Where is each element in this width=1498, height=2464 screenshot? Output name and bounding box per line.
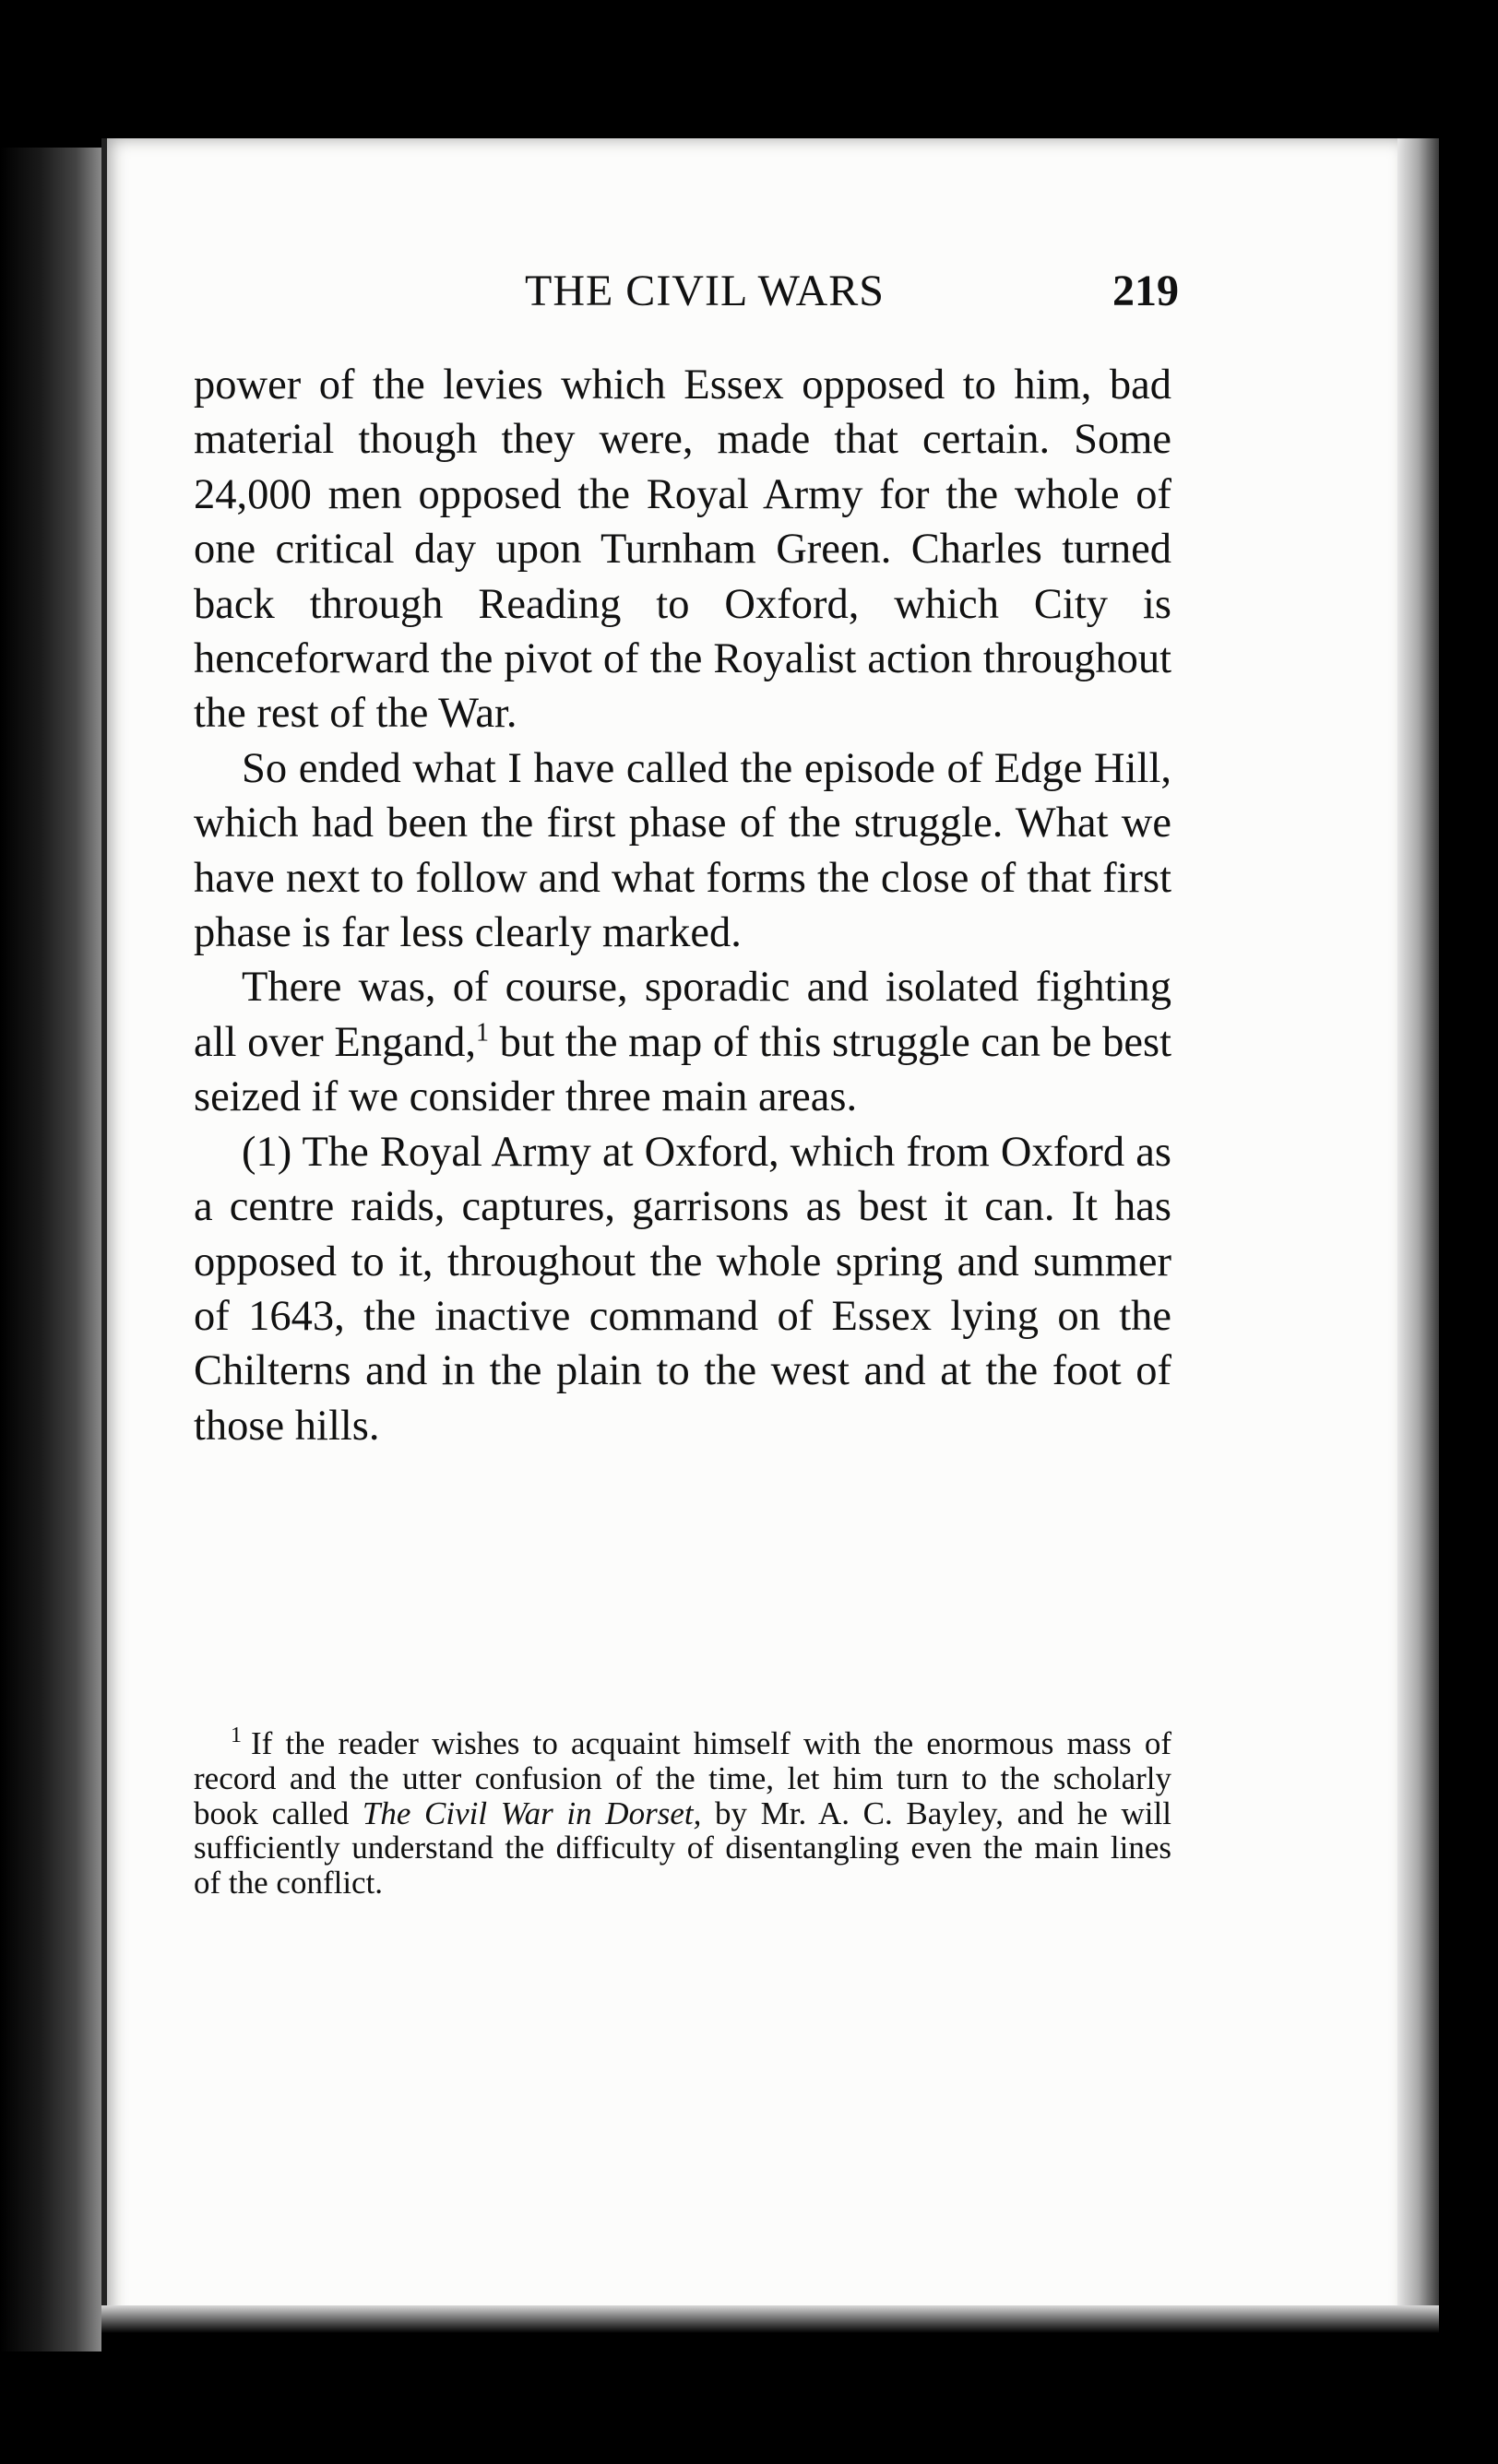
book-left-edge (0, 148, 101, 2351)
footnote-book-title: The Civil War in Dorset, (362, 1795, 702, 1831)
footnote-text: If the reader wishes to acquaint himself with the enormous mass of record and the utter confusion of the time, let him turn to the scholarly book called (194, 1725, 1171, 1831)
paragraph: power of the levies which Essex opposed to him, bad material though they were, made that certain. Some 24,000 men opposed the Royal Army for the whole of one critical day upon Turnham Green. Charles turned back through Reading to Oxford, which City is henceforward the pivot of the Royalist action throughout the rest of the War. (194, 361, 1171, 738)
page-number: 219 (1112, 267, 1179, 315)
footnote-reference: 1 (476, 1018, 490, 1048)
footnote-mark: 1 (231, 1724, 242, 1748)
gutter-line (101, 138, 107, 2333)
paragraph: So ended what I have called the episode of Edge Hill, which had been the first phase of the struggle. What we have next to follow and what forms the close of that first phase is far less clearly marked. (194, 744, 1171, 957)
running-title: THE CIVIL WARS (525, 267, 885, 315)
footnote-paragraph (194, 1726, 1171, 1901)
paragraph: (1) The Royal Army at Oxford, which from Oxford as a centre raids, captures, garrisons as best it can. It has opposed to it, throughout the whole spring and summer of 1643, the inactive command of Essex lying on the Chilterns and in the plain to the west and at the foot of those hills. (194, 1128, 1171, 1450)
paragraph-text: There was, of course, sporadic and isolated fighting all over Engand, (194, 964, 1171, 1066)
paragraph (194, 960, 1171, 1124)
page-header (194, 266, 1179, 330)
footnote-text: by Mr. A. C. Bayley, and he will sufficiently understand the difficulty of disentangling even the main lines of the conflict. (194, 1795, 1171, 1901)
footnote (194, 1726, 1171, 1901)
body-text (194, 358, 1171, 1453)
book-right-edge (1397, 138, 1439, 2333)
paragraph-text: but the map of this struggle can be best seized if we consider three main areas. (194, 1018, 1171, 1121)
book-bottom-edge (101, 2305, 1439, 2333)
